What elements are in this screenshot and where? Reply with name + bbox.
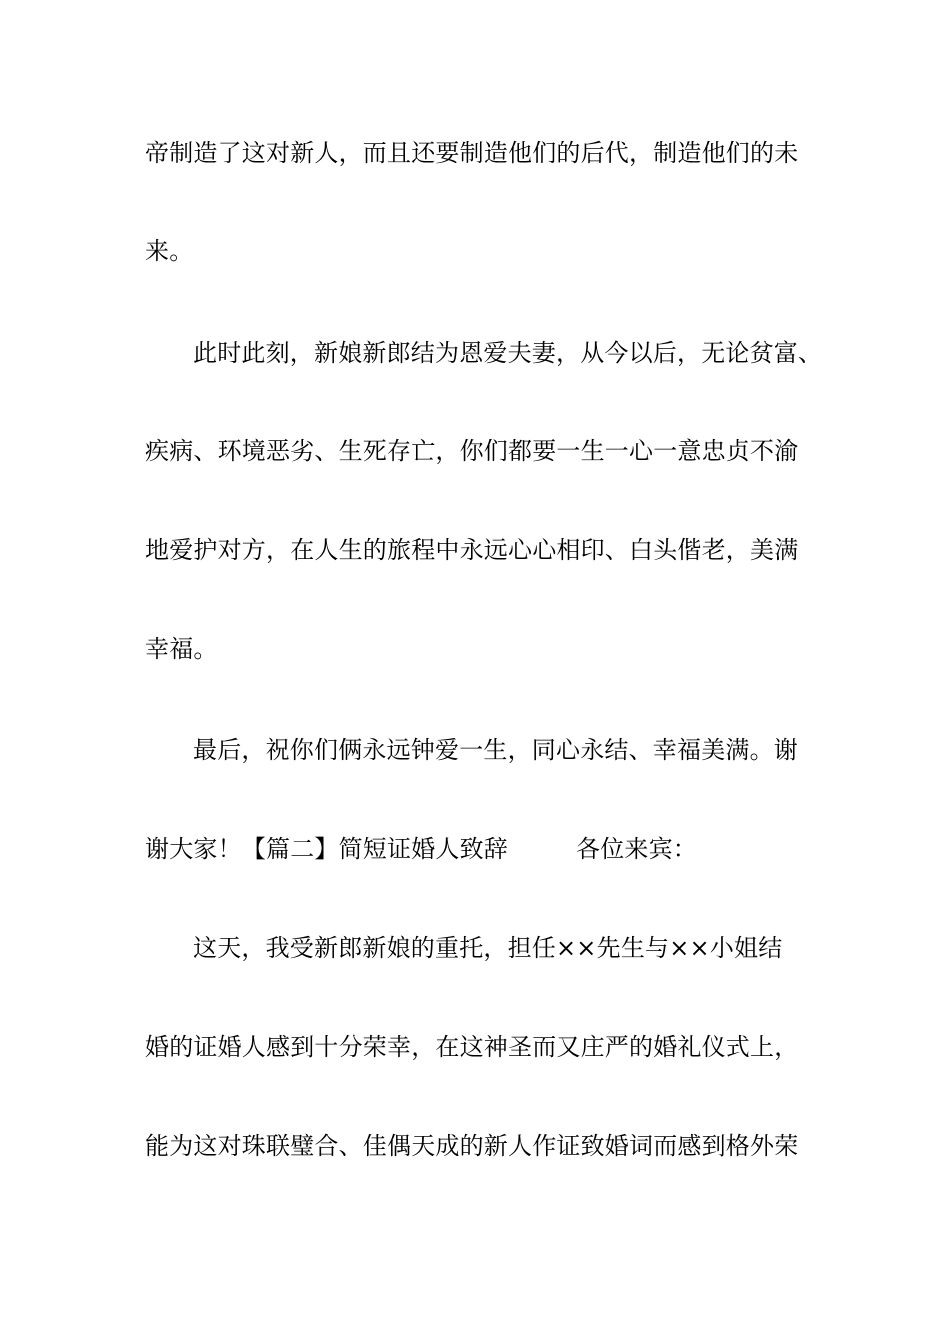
text-line: 幸福。 [145,635,218,663]
text-line: 婚的证婚人感到十分荣幸，在这神圣而又庄严的婚礼仪式上， [145,1033,799,1061]
text-line: 来。 [145,237,194,265]
paragraph-start-line: 这天，我受新郎新娘的重托，担任××先生与××小姐结 [193,934,783,962]
text-line: 疾病、环境恶劣、生死存亡，你们都要一生一心一意忠贞不渝 [145,437,799,465]
text-line: 能为这对珠联璧合、佳偶天成的新人作证致婚词而感到格外荣 [145,1132,799,1160]
text-line: 地爱护对方，在人生的旅程中永远心心相印、白头偕老，美满 [145,536,799,564]
paragraph-start-line: 此时此刻，新娘新郎结为恩爱夫妻，从今以后，无论贫富、 [193,339,823,367]
text-line-with-heading [145,834,825,864]
paragraph-start-line: 最后，祝你们俩永远钟爱一生，同心永结、幸福美满。谢 [193,736,798,764]
section-heading-text: 谢大家！【篇二】简短证婚人致辞 [145,835,508,863]
salutation-text: 各位来宾： [576,835,697,863]
text-line: 帝制造了这对新人，而且还要制造他们的后代，制造他们的未 [145,139,799,167]
